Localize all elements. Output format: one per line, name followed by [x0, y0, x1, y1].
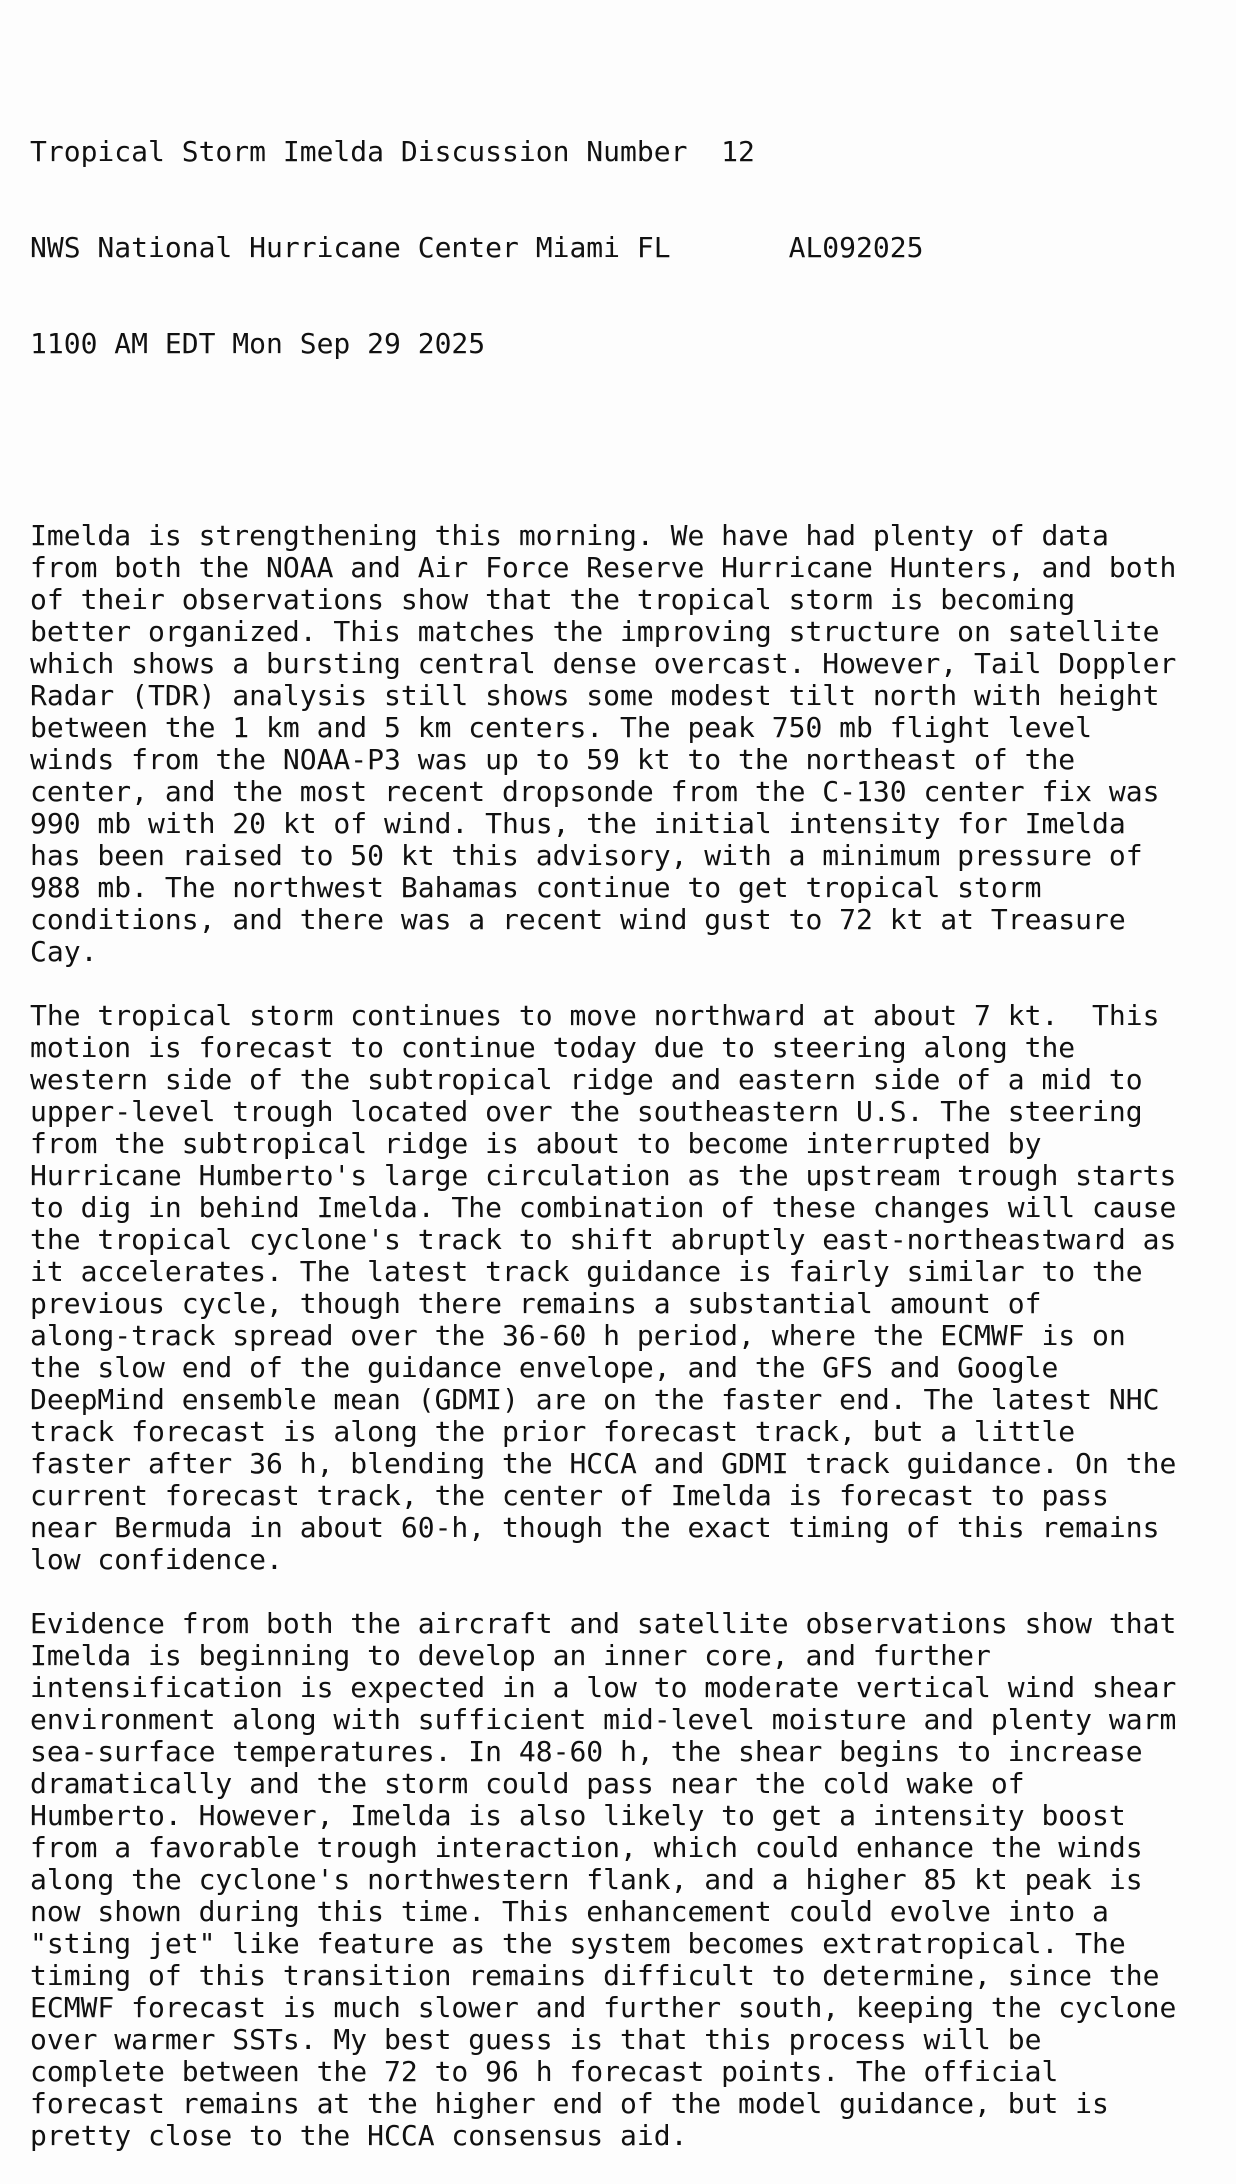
- paragraph-line: western side of the subtropical ridge and eastern side of a mid to: [30, 1063, 1143, 1096]
- paragraph-line: Hurricane Humberto's large circulation as the upstream trough starts: [30, 1159, 1177, 1192]
- paragraph-line: conditions, and there was a recent wind gust to 72 kt at Treasure: [30, 903, 1126, 936]
- paragraph-line: The tropical storm continues to move northward at about 7 kt. This: [30, 999, 1160, 1032]
- paragraph-line: near Bermuda in about 60-h, though the exact timing of this remains: [30, 1511, 1160, 1544]
- paragraph-line: DeepMind ensemble mean (GDMI) are on the faster end. The latest NHC: [30, 1383, 1160, 1416]
- paragraph-separator: [30, 1576, 1220, 1608]
- paragraph-line: between the 1 km and 5 km centers. The peak 750 mb flight level: [30, 711, 1093, 744]
- paragraph-line: the tropical cyclone's track to shift abruptly east-northeastward as: [30, 1223, 1177, 1256]
- paragraph-line: environment along with sufficient mid-level moisture and plenty warm: [30, 1703, 1177, 1736]
- paragraph-line: forecast remains at the higher end of the model guidance, but is: [30, 2087, 1109, 2120]
- paragraph-line: of their observations show that the tropical storm is becoming: [30, 583, 1076, 616]
- paragraph-line: Imelda is strengthening this morning. We have had plenty of data: [30, 519, 1109, 552]
- paragraph-line: sea-surface temperatures. In 48-60 h, the shear begins to increase: [30, 1735, 1143, 1768]
- paragraph-line: it accelerates. The latest track guidance is fairly similar to the: [30, 1255, 1143, 1288]
- paragraph-line: now shown during this time. This enhancement could evolve into a: [30, 1895, 1109, 1928]
- paragraph-line: Imelda is beginning to develop an inner core, and further: [30, 1639, 991, 1672]
- paragraph-line: Radar (TDR) analysis still shows some modest tilt north with height: [30, 679, 1160, 712]
- paragraph-line: has been raised to 50 kt this advisory, with a minimum pressure of: [30, 839, 1143, 872]
- paragraph-line: faster after 36 h, blending the HCCA and GDMI track guidance. On the: [30, 1447, 1177, 1480]
- paragraph-line: 990 mb with 20 kt of wind. Thus, the initial intensity for Imelda: [30, 807, 1126, 840]
- discussion-paragraph: [30, 1608, 1220, 2152]
- paragraph-line: to dig in behind Imelda. The combination of these changes will cause: [30, 1191, 1177, 1224]
- paragraph-line: "sting jet" like feature as the system becomes extratropical. The: [30, 1927, 1126, 1960]
- paragraph-line: which shows a bursting central dense overcast. However, Tail Doppler: [30, 647, 1177, 680]
- paragraph-separator: [30, 488, 1220, 520]
- paragraph-line: from both the NOAA and Air Force Reserve Hurricane Hunters, and both: [30, 551, 1177, 584]
- discussion-document: [30, 8, 1220, 2184]
- paragraph-line: Evidence from both the aircraft and satellite observations show that: [30, 1607, 1177, 1640]
- paragraph-line: timing of this transition remains difficult to determine, since the: [30, 1959, 1160, 1992]
- paragraph-line: ECMWF forecast is much slower and further south, keeping the cyclone: [30, 1991, 1177, 2024]
- paragraph-line: over warmer SSTs. My best guess is that this process will be: [30, 2023, 1042, 2056]
- paragraph-line: along the cyclone's northwestern flank, and a higher 85 kt peak is: [30, 1863, 1143, 1896]
- paragraph-line: from a favorable trough interaction, which could enhance the winds: [30, 1831, 1143, 1864]
- paragraph-line: previous cycle, though there remains a substantial amount of: [30, 1287, 1042, 1320]
- header-office: NWS National Hurricane Center Miami FL AL092025: [30, 231, 924, 264]
- paragraph-line: center, and the most recent dropsonde from the C-130 center fix was: [30, 775, 1160, 808]
- paragraph-line: motion is forecast to continue today due to steering along the: [30, 1031, 1076, 1064]
- paragraph-line: current forecast track, the center of Imelda is forecast to pass: [30, 1479, 1109, 1512]
- paragraph-line: track forecast is along the prior forecast track, but a little: [30, 1415, 1076, 1448]
- paragraph-line: upper-level trough located over the southeastern U.S. The steering: [30, 1095, 1143, 1128]
- paragraph-line: Humberto. However, Imelda is also likely to get a intensity boost: [30, 1799, 1126, 1832]
- paragraph-separator: [30, 968, 1220, 1000]
- paragraph-line: Cay.: [30, 935, 98, 968]
- paragraph-line: dramatically and the storm could pass near the cold wake of: [30, 1767, 1025, 1800]
- header-title: Tropical Storm Imelda Discussion Number 12: [30, 135, 755, 168]
- discussion-header: [30, 72, 1220, 424]
- header-issued-time: 1100 AM EDT Mon Sep 29 2025: [30, 327, 486, 360]
- paragraph-line: better organized. This matches the improving structure on satellite: [30, 615, 1160, 648]
- paragraph-line: 988 mb. The northwest Bahamas continue to get tropical storm: [30, 871, 1042, 904]
- discussion-body: [30, 488, 1220, 2152]
- paragraph-line: along-track spread over the 36-60 h period, where the ECMWF is on: [30, 1319, 1126, 1352]
- paragraph-line: the slow end of the guidance envelope, and the GFS and Google: [30, 1351, 1059, 1384]
- paragraph-line: pretty close to the HCCA consensus aid.: [30, 2119, 688, 2152]
- discussion-paragraph: [30, 520, 1220, 968]
- paragraph-line: winds from the NOAA-P3 was up to 59 kt to the northeast of the: [30, 743, 1076, 776]
- discussion-paragraph: [30, 1000, 1220, 1576]
- paragraph-line: intensification is expected in a low to moderate vertical wind shear: [30, 1671, 1177, 1704]
- paragraph-line: from the subtropical ridge is about to become interrupted by: [30, 1127, 1042, 1160]
- paragraph-line: complete between the 72 to 96 h forecast points. The official: [30, 2055, 1059, 2088]
- paragraph-line: low confidence.: [30, 1543, 283, 1576]
